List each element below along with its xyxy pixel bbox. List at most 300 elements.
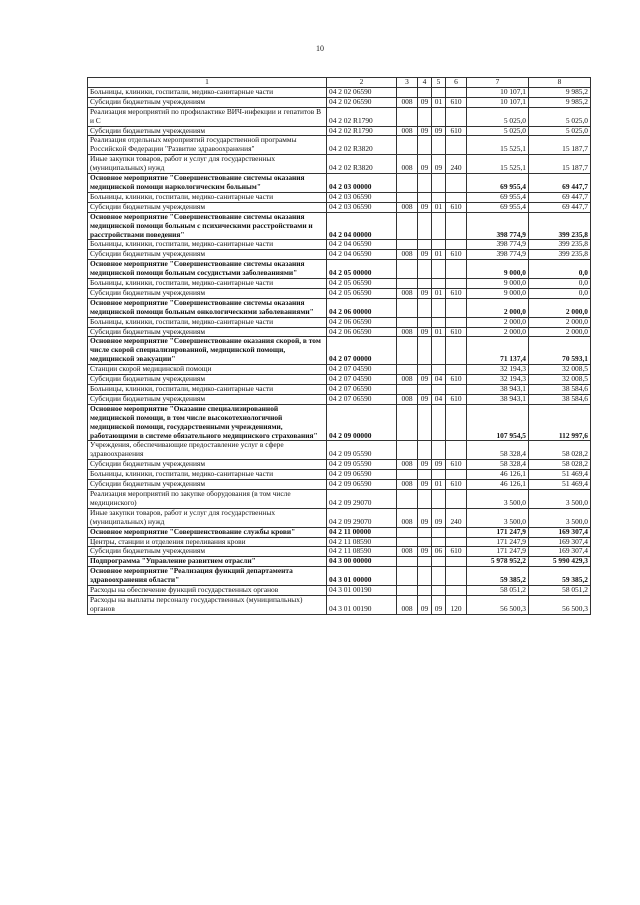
c4-cell [418, 279, 432, 289]
c5-cell [432, 586, 446, 596]
name-cell: Больницы, клиники, госпитали, медико-санитарные части [88, 279, 327, 289]
c4-cell [418, 470, 432, 480]
c6-cell [446, 567, 467, 586]
amount-2019-cell: 58 051,2 [529, 586, 591, 596]
amount-2018-cell: 9 000,0 [467, 260, 529, 279]
c3-cell [397, 337, 418, 365]
amount-2019-cell: 112 997,6 [529, 404, 591, 441]
c3-cell [397, 441, 418, 460]
amount-2018-cell: 3 500,0 [467, 508, 529, 527]
c4-cell [418, 337, 432, 365]
amount-2019-cell: 399 235,8 [529, 240, 591, 250]
code-cell: 04 2 06 00000 [327, 298, 397, 317]
table-row [88, 126, 591, 136]
c5-cell [432, 298, 446, 317]
code-cell: 04 2 09 06590 [327, 480, 397, 490]
c5-cell [432, 404, 446, 441]
name-cell: Субсидии бюджетным учреждениям [88, 250, 327, 260]
c5-cell [432, 279, 446, 289]
amount-2018-cell: 46 126,1 [467, 480, 529, 490]
c5-cell [432, 365, 446, 375]
amount-2019-cell: 5 025,0 [529, 126, 591, 136]
name-cell: Субсидии бюджетным учреждениям [88, 547, 327, 557]
c3-cell: 008 [397, 375, 418, 385]
name-cell: Расходы на обеспечение функций государственных органов [88, 586, 327, 596]
c6-cell [446, 365, 467, 375]
c6-cell: 240 [446, 508, 467, 527]
amount-2018-cell: 69 955,4 [467, 202, 529, 212]
table-row [88, 174, 591, 193]
code-cell: 04 2 09 05590 [327, 460, 397, 470]
code-cell: 04 2 09 29070 [327, 508, 397, 527]
name-cell: Основное мероприятие "Совершенствование службы крови" [88, 527, 327, 537]
amount-2018-cell: 58 051,2 [467, 586, 529, 596]
c5-cell [432, 470, 446, 480]
name-cell: Больницы, клиники, госпитали, медико-санитарные части [88, 240, 327, 250]
c4-cell [418, 107, 432, 126]
c4-cell [418, 174, 432, 193]
name-cell: Центры, станции и отделения переливания крови [88, 537, 327, 547]
amount-2018-cell: 398 774,9 [467, 250, 529, 260]
c6-cell: 610 [446, 375, 467, 385]
c3-cell [397, 317, 418, 327]
c3-cell [397, 527, 418, 537]
amount-2018-cell: 38 943,1 [467, 394, 529, 404]
table-row [88, 317, 591, 327]
c5-cell: 01 [432, 288, 446, 298]
c6-cell [446, 470, 467, 480]
amount-2018-cell: 398 774,9 [467, 240, 529, 250]
c5-cell: 04 [432, 394, 446, 404]
c4-cell: 09 [418, 202, 432, 212]
c6-cell: 610 [446, 288, 467, 298]
name-cell: Больницы, клиники, госпитали, медико-санитарные части [88, 470, 327, 480]
amount-2018-cell: 9 000,0 [467, 288, 529, 298]
c4-cell [418, 192, 432, 202]
c5-cell: 06 [432, 547, 446, 557]
code-cell: 04 2 09 06590 [327, 470, 397, 480]
table-row [88, 298, 591, 317]
c6-cell [446, 441, 467, 460]
c5-cell: 01 [432, 97, 446, 107]
budget-table [87, 77, 591, 615]
table-row [88, 192, 591, 202]
amount-2019-cell: 59 385,2 [529, 567, 591, 586]
c5-cell [432, 240, 446, 250]
code-cell: 04 2 07 00000 [327, 337, 397, 365]
amount-2019-cell: 3 500,0 [529, 508, 591, 527]
amount-2019-cell: 399 235,8 [529, 212, 591, 240]
c5-cell [432, 174, 446, 193]
name-cell: Реализация мероприятий по профилактике ВИЧ-инфекции и гепатитов В и С [88, 107, 327, 126]
c3-cell: 008 [397, 126, 418, 136]
code-cell: 04 2 09 05590 [327, 441, 397, 460]
c6-cell [446, 87, 467, 97]
c3-cell: 008 [397, 595, 418, 614]
table-row [88, 489, 591, 508]
c4-cell [418, 404, 432, 441]
c3-cell: 008 [397, 202, 418, 212]
name-cell: Основное мероприятие "Совершенствование системы оказания медицинской помощи больным онкологическими заболеваниями" [88, 298, 327, 317]
code-cell: 04 2 09 00000 [327, 404, 397, 441]
table-row [88, 385, 591, 395]
c6-cell: 240 [446, 155, 467, 174]
amount-2019-cell: 58 028,2 [529, 441, 591, 460]
c3-cell [397, 107, 418, 126]
amount-2019-cell: 51 469,4 [529, 470, 591, 480]
table-row [88, 394, 591, 404]
name-cell: Субсидии бюджетным учреждениям [88, 97, 327, 107]
c5-cell: 09 [432, 460, 446, 470]
name-cell: Субсидии бюджетным учреждениям [88, 480, 327, 490]
name-cell: Реализация мероприятий по закупке оборудования (в том числе медицинского) [88, 489, 327, 508]
table-row [88, 87, 591, 97]
c6-cell [446, 107, 467, 126]
c3-cell: 008 [397, 97, 418, 107]
c5-cell [432, 192, 446, 202]
c6-cell [446, 174, 467, 193]
c5-cell: 09 [432, 155, 446, 174]
column-header: 4 [418, 78, 432, 88]
c6-cell [446, 537, 467, 547]
c5-cell [432, 567, 446, 586]
c6-cell: 610 [446, 480, 467, 490]
c4-cell: 09 [418, 288, 432, 298]
code-cell: 04 2 07 04590 [327, 375, 397, 385]
table-body [88, 78, 591, 615]
c6-cell: 610 [446, 460, 467, 470]
column-header: 8 [529, 78, 591, 88]
table-row [88, 288, 591, 298]
amount-2018-cell: 9 000,0 [467, 279, 529, 289]
code-cell: 04 2 02 06590 [327, 97, 397, 107]
c4-cell [418, 385, 432, 395]
amount-2019-cell: 38 584,6 [529, 394, 591, 404]
code-cell: 04 2 05 06590 [327, 288, 397, 298]
c4-cell [418, 586, 432, 596]
amount-2018-cell: 38 943,1 [467, 385, 529, 395]
code-cell: 04 2 05 06590 [327, 279, 397, 289]
table-row [88, 260, 591, 279]
code-cell: 04 2 04 06590 [327, 250, 397, 260]
amount-2019-cell: 169 307,4 [529, 547, 591, 557]
code-cell: 04 2 04 06590 [327, 240, 397, 250]
c5-cell: 01 [432, 202, 446, 212]
name-cell: Учреждения, обеспечивающие предоставление услуг в сфере здравоохранения [88, 441, 327, 460]
c4-cell [418, 441, 432, 460]
c6-cell [446, 527, 467, 537]
code-cell: 04 3 01 00190 [327, 586, 397, 596]
amount-2018-cell: 171 247,9 [467, 537, 529, 547]
amount-2018-cell: 58 328,4 [467, 460, 529, 470]
table-row [88, 212, 591, 240]
table-row [88, 537, 591, 547]
amount-2019-cell: 15 187,7 [529, 136, 591, 155]
c4-cell: 09 [418, 126, 432, 136]
c6-cell [446, 385, 467, 395]
amount-2019-cell: 58 028,2 [529, 460, 591, 470]
c4-cell [418, 212, 432, 240]
c3-cell [397, 212, 418, 240]
table-row [88, 527, 591, 537]
c4-cell: 09 [418, 547, 432, 557]
table-row [88, 279, 591, 289]
c5-cell: 04 [432, 375, 446, 385]
c3-cell: 008 [397, 508, 418, 527]
c3-cell [397, 136, 418, 155]
c6-cell: 120 [446, 595, 467, 614]
c6-cell: 610 [446, 97, 467, 107]
table-row [88, 155, 591, 174]
amount-2018-cell: 398 774,9 [467, 212, 529, 240]
c4-cell [418, 87, 432, 97]
name-cell: Субсидии бюджетным учреждениям [88, 394, 327, 404]
amount-2019-cell: 399 235,8 [529, 250, 591, 260]
c5-cell: 09 [432, 126, 446, 136]
c4-cell [418, 240, 432, 250]
c6-cell [446, 337, 467, 365]
table-row [88, 97, 591, 107]
table-row [88, 557, 591, 567]
c4-cell [418, 317, 432, 327]
c6-cell [446, 240, 467, 250]
amount-2018-cell: 5 025,0 [467, 126, 529, 136]
table-row [88, 508, 591, 527]
amount-2018-cell: 15 525,1 [467, 155, 529, 174]
table-row [88, 441, 591, 460]
c5-cell [432, 385, 446, 395]
c5-cell [432, 527, 446, 537]
table-header-row [88, 78, 591, 88]
code-cell: 04 2 02 06590 [327, 87, 397, 97]
c5-cell [432, 136, 446, 155]
c3-cell [397, 365, 418, 375]
name-cell: Субсидии бюджетным учреждениям [88, 327, 327, 337]
name-cell: Иные закупки товаров, работ и услуг для государственных (муниципальных) нужд [88, 155, 327, 174]
c3-cell [397, 385, 418, 395]
amount-2018-cell: 69 955,4 [467, 174, 529, 193]
name-cell: Субсидии бюджетным учреждениям [88, 126, 327, 136]
amount-2018-cell: 32 194,3 [467, 375, 529, 385]
table-row [88, 136, 591, 155]
c3-cell: 008 [397, 155, 418, 174]
c3-cell [397, 537, 418, 547]
c5-cell [432, 337, 446, 365]
name-cell: Основное мероприятие "Реализация функций департамента здравоохранения области" [88, 567, 327, 586]
c4-cell [418, 489, 432, 508]
name-cell: Расходы на выплаты персоналу государственных (муниципальных) органов [88, 595, 327, 614]
c5-cell [432, 537, 446, 547]
c5-cell: 01 [432, 250, 446, 260]
code-cell: 04 2 02 R3820 [327, 155, 397, 174]
c3-cell: 008 [397, 250, 418, 260]
table-row [88, 567, 591, 586]
column-header: 1 [88, 78, 327, 88]
c5-cell: 09 [432, 508, 446, 527]
name-cell: Основное мероприятие "Совершенствование системы оказания медицинской помощи больным сосудистыми заболеваниями" [88, 260, 327, 279]
c6-cell [446, 557, 467, 567]
code-cell: 04 3 00 00000 [327, 557, 397, 567]
table-row [88, 404, 591, 441]
c6-cell [446, 298, 467, 317]
c3-cell: 008 [397, 327, 418, 337]
code-cell: 04 3 01 00000 [327, 567, 397, 586]
c5-cell [432, 441, 446, 460]
code-cell: 04 2 07 06590 [327, 385, 397, 395]
amount-2019-cell: 56 500,3 [529, 595, 591, 614]
amount-2018-cell: 59 385,2 [467, 567, 529, 586]
c6-cell [446, 317, 467, 327]
amount-2019-cell: 32 008,5 [529, 365, 591, 375]
c5-cell: 01 [432, 327, 446, 337]
name-cell: Больницы, клиники, госпитали, медико-санитарные части [88, 317, 327, 327]
amount-2018-cell: 46 126,1 [467, 470, 529, 480]
amount-2018-cell: 15 525,1 [467, 136, 529, 155]
name-cell: Субсидии бюджетным учреждениям [88, 375, 327, 385]
c4-cell [418, 557, 432, 567]
c3-cell [397, 557, 418, 567]
c4-cell: 09 [418, 97, 432, 107]
c4-cell [418, 136, 432, 155]
c3-cell [397, 87, 418, 97]
table-row [88, 460, 591, 470]
c6-cell [446, 192, 467, 202]
column-header: 2 [327, 78, 397, 88]
c6-cell [446, 260, 467, 279]
name-cell: Основное мероприятие "Совершенствование оказания скорой, в том числе скорой специализированной, медицинской помощи, медицинской эвакуации" [88, 337, 327, 365]
name-cell: Субсидии бюджетным учреждениям [88, 202, 327, 212]
name-cell: Основное мероприятие "Совершенствование системы оказания медицинской помощи больным с психическими расстройствами и расстройствами поведения" [88, 212, 327, 240]
c3-cell [397, 279, 418, 289]
c4-cell [418, 567, 432, 586]
c3-cell [397, 298, 418, 317]
c3-cell [397, 586, 418, 596]
code-cell: 04 2 07 04590 [327, 365, 397, 375]
amount-2018-cell: 56 500,3 [467, 595, 529, 614]
c4-cell [418, 527, 432, 537]
c3-cell [397, 567, 418, 586]
c4-cell: 09 [418, 595, 432, 614]
c4-cell: 09 [418, 480, 432, 490]
page-number: 10 [316, 44, 324, 53]
amount-2018-cell: 2 000,0 [467, 327, 529, 337]
c4-cell [418, 365, 432, 375]
c5-cell [432, 107, 446, 126]
c6-cell: 610 [446, 250, 467, 260]
name-cell: Основное мероприятие "Совершенствование системы оказания медицинской помощи наркологическим больным" [88, 174, 327, 193]
amount-2019-cell: 15 187,7 [529, 155, 591, 174]
c3-cell [397, 489, 418, 508]
c3-cell [397, 192, 418, 202]
amount-2018-cell: 2 000,0 [467, 317, 529, 327]
c6-cell [446, 212, 467, 240]
name-cell: Субсидии бюджетным учреждениям [88, 288, 327, 298]
amount-2019-cell: 0,0 [529, 260, 591, 279]
c3-cell: 008 [397, 394, 418, 404]
code-cell: 04 2 09 29070 [327, 489, 397, 508]
amount-2018-cell: 69 955,4 [467, 192, 529, 202]
c3-cell [397, 174, 418, 193]
table-row [88, 240, 591, 250]
table-row [88, 365, 591, 375]
c4-cell [418, 537, 432, 547]
c4-cell [418, 260, 432, 279]
name-cell: Подпрограмма "Управление развитием отрасли" [88, 557, 327, 567]
name-cell: Больницы, клиники, госпитали, медико-санитарные части [88, 87, 327, 97]
c5-cell: 09 [432, 595, 446, 614]
name-cell: Станции скорой медицинской помощи [88, 365, 327, 375]
c5-cell [432, 317, 446, 327]
c4-cell: 09 [418, 155, 432, 174]
c3-cell: 008 [397, 460, 418, 470]
amount-2019-cell: 32 008,5 [529, 375, 591, 385]
amount-2018-cell: 10 107,1 [467, 87, 529, 97]
amount-2019-cell: 2 000,0 [529, 298, 591, 317]
c3-cell: 008 [397, 547, 418, 557]
c3-cell [397, 404, 418, 441]
c3-cell [397, 240, 418, 250]
amount-2019-cell: 9 985,2 [529, 97, 591, 107]
amount-2019-cell: 69 447,7 [529, 192, 591, 202]
code-cell: 04 2 02 R1790 [327, 107, 397, 126]
name-cell: Реализация отдельных мероприятий государственной программы Российской Федерации "Развитие здравоохранения" [88, 136, 327, 155]
code-cell: 04 2 07 06590 [327, 394, 397, 404]
table-row [88, 250, 591, 260]
code-cell: 04 2 11 08590 [327, 547, 397, 557]
c6-cell [446, 489, 467, 508]
code-cell: 04 2 03 06590 [327, 202, 397, 212]
column-header: 3 [397, 78, 418, 88]
amount-2018-cell: 5 978 952,2 [467, 557, 529, 567]
table-row [88, 107, 591, 126]
c5-cell [432, 87, 446, 97]
c6-cell: 610 [446, 547, 467, 557]
name-cell: Субсидии бюджетным учреждениям [88, 460, 327, 470]
amount-2019-cell: 9 985,2 [529, 87, 591, 97]
amount-2018-cell: 171 247,9 [467, 547, 529, 557]
table-row [88, 327, 591, 337]
code-cell: 04 2 03 00000 [327, 174, 397, 193]
name-cell: Иные закупки товаров, работ и услуг для государственных (муниципальных) нужд [88, 508, 327, 527]
name-cell: Больницы, клиники, госпитали, медико-санитарные части [88, 192, 327, 202]
amount-2019-cell: 169 307,4 [529, 527, 591, 537]
c6-cell [446, 279, 467, 289]
code-cell: 04 2 06 06590 [327, 327, 397, 337]
amount-2018-cell: 5 025,0 [467, 107, 529, 126]
amount-2019-cell: 51 469,4 [529, 480, 591, 490]
c5-cell [432, 557, 446, 567]
code-cell: 04 3 01 00190 [327, 595, 397, 614]
column-header: 7 [467, 78, 529, 88]
c4-cell: 09 [418, 394, 432, 404]
c6-cell: 610 [446, 327, 467, 337]
amount-2018-cell: 10 107,1 [467, 97, 529, 107]
amount-2019-cell: 3 500,0 [529, 489, 591, 508]
table-row [88, 470, 591, 480]
code-cell: 04 2 02 R3820 [327, 136, 397, 155]
table-row [88, 586, 591, 596]
c6-cell: 610 [446, 394, 467, 404]
c6-cell [446, 586, 467, 596]
c6-cell: 610 [446, 202, 467, 212]
amount-2019-cell: 5 025,0 [529, 107, 591, 126]
code-cell: 04 2 05 00000 [327, 260, 397, 279]
amount-2018-cell: 107 954,5 [467, 404, 529, 441]
c4-cell [418, 298, 432, 317]
amount-2019-cell: 38 584,6 [529, 385, 591, 395]
c4-cell: 09 [418, 375, 432, 385]
column-header: 6 [446, 78, 467, 88]
